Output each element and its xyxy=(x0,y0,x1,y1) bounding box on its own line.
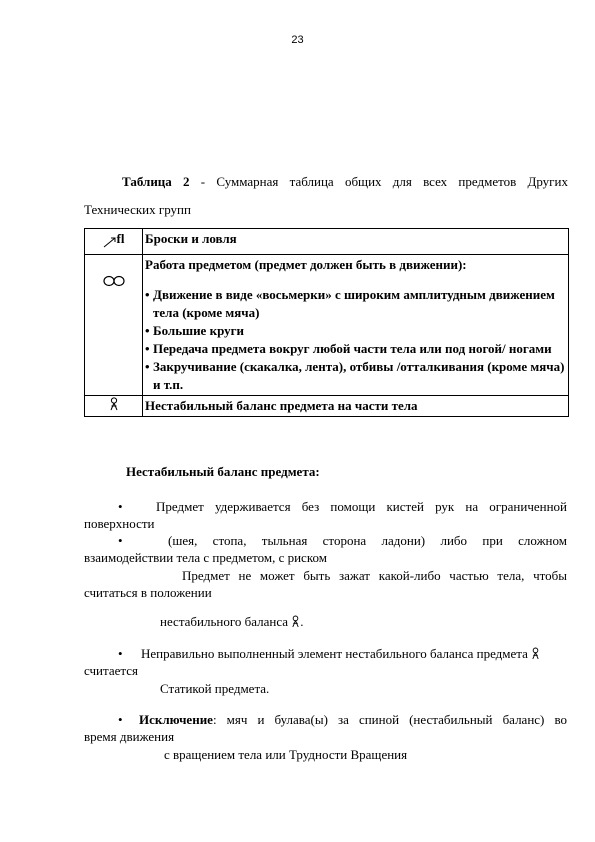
text-line xyxy=(141,645,540,662)
text-line: Предмет не может быть зажат какой-либо частью тела, чтобы xyxy=(182,568,567,583)
table-row xyxy=(85,255,569,396)
table-row xyxy=(85,229,569,255)
text-line: считаться в положении xyxy=(84,585,212,600)
unstable-balance-icon xyxy=(531,647,540,660)
section-heading: Нестабильный баланс предмета: xyxy=(126,464,320,479)
unstable-balance-icon xyxy=(109,397,119,411)
text-line: взаимодействии тела с предметом, с риском xyxy=(84,550,327,565)
caption-title-continued: Технических групп xyxy=(84,202,191,217)
elements-table xyxy=(84,228,569,417)
text-fragment: : мяч и булава(ы) за спиной (нестабильный баланс) во xyxy=(212,712,567,727)
page-number: 23 xyxy=(291,34,304,46)
text-line: время движения xyxy=(84,729,175,744)
throws-cell: Броски и ловля xyxy=(143,229,569,255)
list-item: • Закручивание (скакалка, лента), отбивы /отталкивания (кроме мяча) и т.п. xyxy=(145,358,566,394)
apparatus-handling-title: Работа предметом (предмет должен быть в движении): xyxy=(145,257,467,272)
text-fragment: . xyxy=(300,614,304,629)
bullet-marker: • xyxy=(118,712,123,727)
symbol-cell xyxy=(85,396,143,417)
apparatus-handling-list xyxy=(145,286,566,394)
list-item: • Движение в виде «восьмерки» с широким амплитудным движением тела (кроме мяча) xyxy=(145,286,566,322)
throws-icon xyxy=(103,230,125,248)
text-line: считается xyxy=(84,663,138,678)
caption-label: Таблица 2 xyxy=(122,174,190,189)
text-line: поверхности xyxy=(84,516,155,531)
unstable-balance-cell: Нестабильный баланс предмета на части тела xyxy=(143,396,569,417)
bullet-marker: • xyxy=(118,499,123,514)
text-line: с вращением тела или Трудности Вращения xyxy=(164,747,408,762)
figure-eight-icon xyxy=(103,275,125,287)
caption-title: - Суммарная таблица общих для всех предметов Других xyxy=(189,174,568,189)
list-item: • Передача предмета вокруг любой части тела или под ногой/ ногами xyxy=(145,340,566,358)
table-caption xyxy=(84,168,568,224)
symbol-cell xyxy=(85,255,143,396)
symbol-cell xyxy=(85,229,143,255)
text-line: Статикой предмета. xyxy=(160,681,270,696)
text-line xyxy=(139,711,567,728)
list-item: • Большие круги xyxy=(145,322,566,340)
bullet-marker: • xyxy=(118,533,123,548)
table-row xyxy=(85,396,569,417)
throws-symbol-text: fl xyxy=(116,231,125,246)
text-fragment: нестабильного баланса xyxy=(160,614,289,629)
text-line: Предмет удерживается без помощи кистей рук на ограниченной xyxy=(156,499,567,514)
exception-label: Исключение xyxy=(139,712,213,727)
text-fragment: Неправильно выполненный элемент нестабильного баланса предмета xyxy=(141,646,528,661)
text-line: (шея, стопа, тыльная сторона ладони) либо при сложном xyxy=(168,533,567,548)
text-line xyxy=(160,613,304,630)
apparatus-handling-cell xyxy=(143,255,569,396)
bullet-marker: • xyxy=(118,646,123,661)
unstable-balance-icon xyxy=(291,615,300,628)
